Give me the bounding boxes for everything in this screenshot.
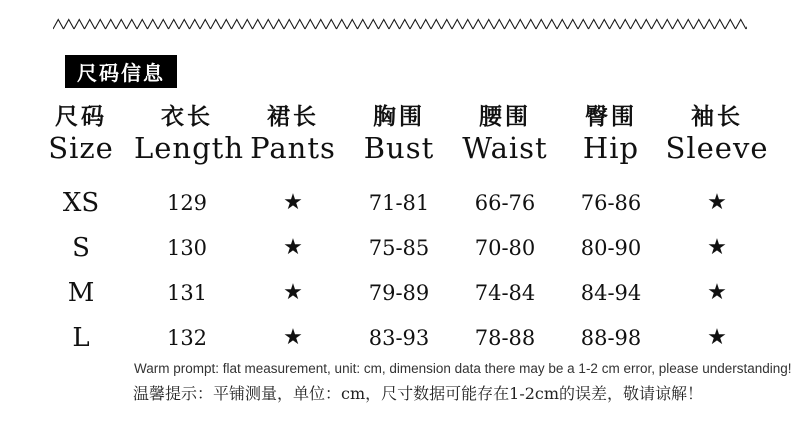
star-icon: ★ <box>283 235 303 260</box>
cell-length: 131 <box>166 280 208 305</box>
cell-size: M <box>67 277 95 308</box>
column-header-zh-sleeve: 袖长 <box>691 103 743 130</box>
cell-waist: 74-84 <box>474 280 536 305</box>
cell-waist: 70-80 <box>474 235 536 260</box>
cell-bust: 79-89 <box>368 280 430 305</box>
table-row-s <box>28 225 770 270</box>
star-icon: ★ <box>707 280 727 305</box>
table-header-row-en <box>28 128 770 168</box>
size-table <box>28 98 770 360</box>
table-body <box>28 180 770 360</box>
table-row-xs <box>28 180 770 225</box>
column-header-en-length: Length <box>134 131 244 165</box>
zigzag-border-icon <box>53 18 747 31</box>
cell-hip: 84-94 <box>580 280 642 305</box>
column-header-en-pants: Pants <box>250 131 336 165</box>
cell-bust: 71-81 <box>368 190 430 215</box>
cell-size: XS <box>62 187 100 218</box>
star-icon: ★ <box>707 325 727 350</box>
warm-prompt-chinese: 温馨提示：平铺测量，单位：cm，尺寸数据可能存在1-2cm的误差，敬请谅解！ <box>133 384 704 403</box>
cell-bust: 83-93 <box>368 325 430 350</box>
star-icon: ★ <box>283 280 303 305</box>
size-info-badge-label: 尺码信息 <box>77 61 165 85</box>
star-icon: ★ <box>283 190 303 215</box>
star-icon: ★ <box>707 235 727 260</box>
cell-size: L <box>72 322 90 353</box>
cell-length: 132 <box>166 325 208 350</box>
size-info-badge <box>65 55 177 88</box>
cell-bust: 75-85 <box>368 235 430 260</box>
cell-waist: 78-88 <box>474 325 536 350</box>
column-header-zh-length: 衣长 <box>161 103 213 130</box>
warm-prompt-english: Warm prompt: flat measurement, unit: cm, dimension data there may be a 1-2 cm error, please understanding! <box>134 361 792 376</box>
column-header-en-waist: Waist <box>462 131 548 165</box>
column-header-zh-waist: 腰围 <box>479 103 531 130</box>
star-icon: ★ <box>283 325 303 350</box>
table-row-m <box>28 270 770 315</box>
column-header-zh-size: 尺码 <box>55 103 107 130</box>
column-header-zh-bust: 胸围 <box>373 103 425 130</box>
column-header-en-bust: Bust <box>363 131 435 165</box>
star-icon: ★ <box>707 190 727 215</box>
column-header-en-size: Size <box>48 131 114 165</box>
column-header-en-hip: Hip <box>582 131 640 165</box>
cell-length: 130 <box>166 235 208 260</box>
column-header-zh-hip: 臀围 <box>585 103 637 130</box>
table-row-l <box>28 315 770 360</box>
cell-hip: 76-86 <box>580 190 642 215</box>
cell-size: S <box>72 232 90 263</box>
cell-length: 129 <box>166 190 208 215</box>
cell-waist: 66-76 <box>474 190 536 215</box>
table-header-row-zh <box>28 98 770 128</box>
column-header-en-sleeve: Sleeve <box>665 131 769 165</box>
column-header-zh-pants: 裙长 <box>267 103 319 130</box>
cell-hip: 80-90 <box>580 235 642 260</box>
cell-hip: 88-98 <box>580 325 642 350</box>
